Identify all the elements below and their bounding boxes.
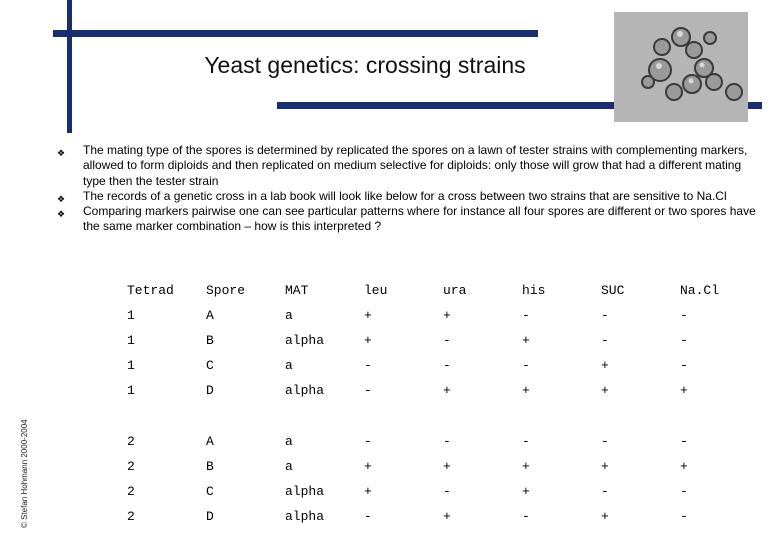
table-row	[120, 303, 752, 328]
table-cell: C	[206, 484, 214, 499]
table-cell: +	[601, 459, 609, 474]
table-cell: C	[206, 358, 214, 373]
table-cell: +	[364, 459, 372, 474]
table-row	[120, 454, 752, 479]
bullet-icon: ❖	[57, 148, 66, 158]
table-cell: -	[364, 358, 372, 373]
table-cell: 2	[127, 434, 135, 449]
table-cell: alpha	[285, 509, 325, 524]
table-cell: -	[680, 308, 688, 323]
table-cell: +	[680, 459, 688, 474]
table-cell: -	[522, 358, 530, 373]
table-cell: +	[443, 459, 451, 474]
header-cell: ura	[443, 283, 467, 298]
table-cell: -	[680, 333, 688, 348]
header-cell: his	[522, 283, 546, 298]
table-cell: -	[364, 509, 372, 524]
table-cell: +	[364, 308, 372, 323]
table-cell: -	[443, 358, 451, 373]
table-cell: a	[285, 434, 293, 449]
table-cell: +	[522, 383, 530, 398]
header-cell: leu	[364, 283, 388, 298]
bullet-text: The mating type of the spores is determined by replicated the spores on a lawn of tester strains with complementing markers, allowed to form diploids and then replicated on medium selective for diploids: only those will grow that had a different mating type then the tester strain	[83, 143, 748, 188]
table-cell: +	[522, 459, 530, 474]
table-cell: A	[206, 434, 214, 449]
table-cell: -	[522, 434, 530, 449]
table-cell: +	[522, 333, 530, 348]
table-row	[120, 479, 752, 504]
table-cell: alpha	[285, 484, 325, 499]
header-cell: Tetrad	[127, 283, 174, 298]
header-cell: SUC	[601, 283, 625, 298]
top-rule	[53, 30, 538, 37]
table-cell: B	[206, 333, 214, 348]
table-cell: -	[364, 434, 372, 449]
bullet-icon: ❖	[57, 193, 66, 204]
bullet-list	[57, 143, 757, 235]
table-cell: a	[285, 358, 293, 373]
table-cell: -	[601, 484, 609, 499]
table-cell: -	[443, 333, 451, 348]
table-cell: -	[601, 308, 609, 323]
table-cell: -	[443, 484, 451, 499]
yeast-cells-image	[614, 12, 748, 122]
table-cell: 2	[127, 484, 135, 499]
table-cell: a	[285, 459, 293, 474]
table-cell: +	[601, 509, 609, 524]
table-row	[120, 403, 752, 454]
header-cell: MAT	[285, 283, 309, 298]
table-cell: A	[206, 308, 214, 323]
table-cell: +	[601, 358, 609, 373]
table-cell: -	[680, 484, 688, 499]
table-cell: 2	[127, 459, 135, 474]
table-row	[120, 504, 752, 529]
table-cell: D	[206, 509, 214, 524]
table-cell: +	[601, 383, 609, 398]
table-cell: -	[680, 509, 688, 524]
table-cell: +	[680, 383, 688, 398]
table-header-row	[120, 278, 752, 303]
table-cell: D	[206, 383, 214, 398]
table-cell: 1	[127, 308, 135, 323]
table-cell: +	[522, 484, 530, 499]
copyright-notice: © Stefan Hohmann 2000-2004	[20, 419, 29, 528]
table-cell: 1	[127, 383, 135, 398]
table-cell: +	[364, 484, 372, 499]
table-cell: -	[601, 333, 609, 348]
table-cell: +	[443, 383, 451, 398]
cross-results-table	[120, 278, 752, 529]
table-cell: -	[522, 308, 530, 323]
bullet-item	[57, 189, 757, 204]
slide-title: Yeast genetics: crossing strains	[204, 52, 526, 78]
table-row	[120, 353, 752, 378]
left-vertical-rule	[67, 0, 72, 133]
table-cell: 2	[127, 509, 135, 524]
yeast-cell-photo	[614, 12, 748, 122]
table-cell: +	[443, 509, 451, 524]
table-row	[120, 378, 752, 403]
table-cell: alpha	[285, 383, 325, 398]
bullet-text: The records of a genetic cross in a lab book will look like below for a cross between two strains that are sensitive to Na.Cl	[83, 188, 727, 203]
header-cell: Spore	[206, 283, 246, 298]
table-cell: 1	[127, 333, 135, 348]
table-cell: -	[443, 434, 451, 449]
table-cell: alpha	[285, 333, 325, 348]
header-cell: Na.Cl	[680, 283, 720, 298]
bullet-text: Comparing markers pairwise one can see particular patterns where for instance all four spores are different or two spores have the same marker combination – how is this interpreted ?	[83, 204, 756, 234]
table-cell: -	[680, 358, 688, 373]
table-cell: 1	[127, 358, 135, 373]
table-cell: -	[680, 434, 688, 449]
table-cell: -	[601, 434, 609, 449]
table-cell: +	[443, 308, 451, 323]
table-cell: -	[522, 509, 530, 524]
bullet-item	[57, 143, 757, 189]
table-row	[120, 328, 752, 353]
table-cell: -	[364, 383, 372, 398]
bullet-icon: ❖	[57, 209, 66, 220]
table-cell: B	[206, 459, 214, 474]
table-cell: +	[364, 333, 372, 348]
bullet-item	[57, 204, 757, 235]
table-cell: a	[285, 308, 293, 323]
